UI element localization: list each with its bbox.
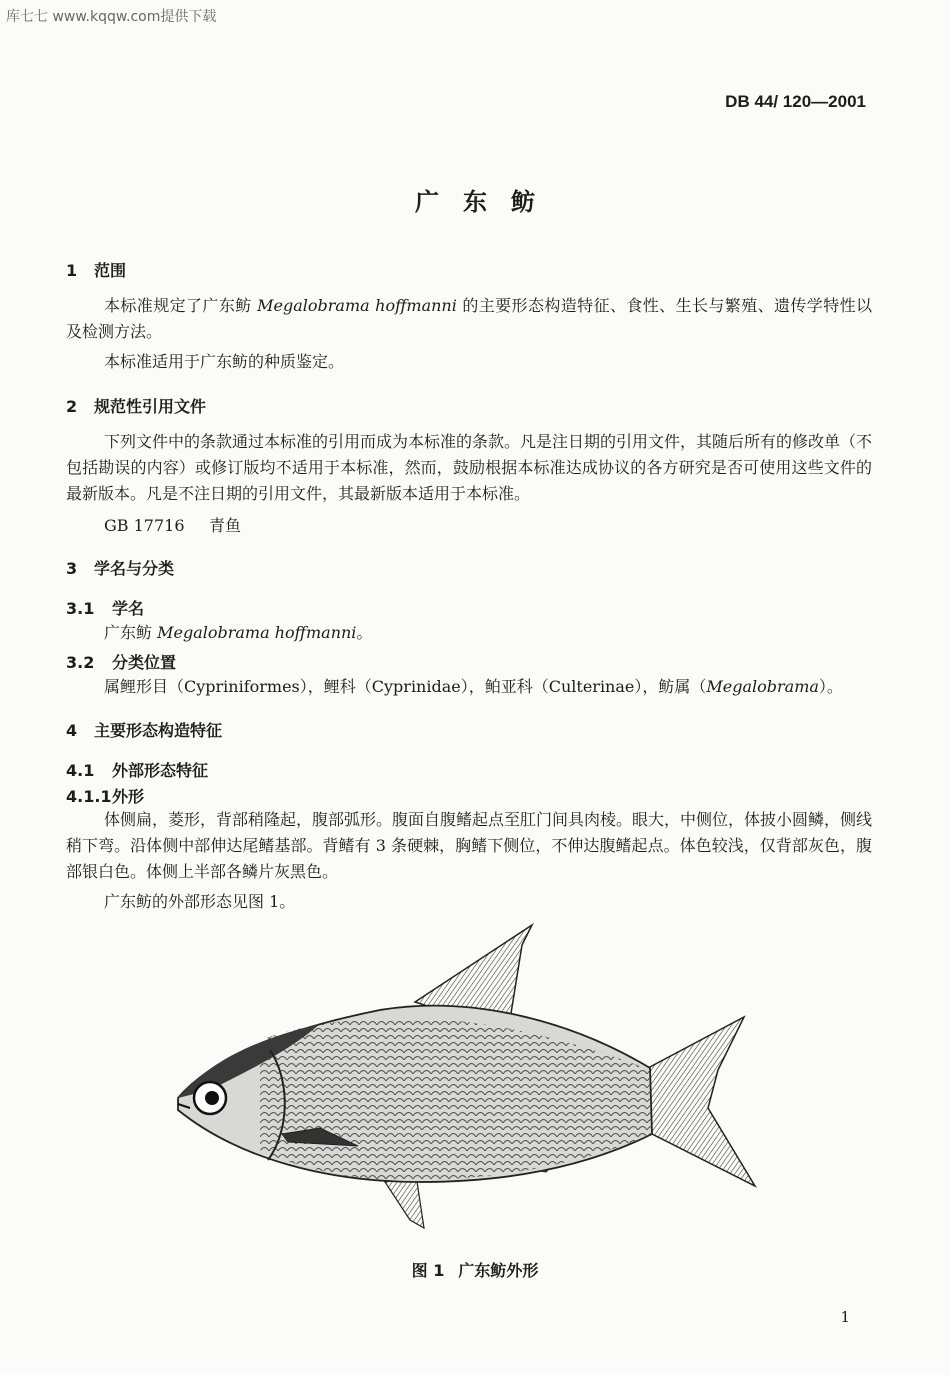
reference-title: 青鱼 bbox=[209, 516, 242, 535]
latin-name: Megalobrama hoffmanni bbox=[157, 623, 357, 642]
figure-caption-text: 广东鲂外形 bbox=[458, 1261, 539, 1280]
watermark: 库七七 www.kqqw.com提供下载 bbox=[6, 9, 217, 25]
section-number: 2 bbox=[66, 397, 78, 416]
section-1-heading bbox=[66, 258, 126, 281]
reference-code: GB 17716 bbox=[104, 516, 185, 535]
latin-name: Megalobrama hoffmanni bbox=[257, 296, 457, 315]
latin-name: Megalobrama bbox=[706, 677, 819, 696]
section-4-heading bbox=[66, 718, 222, 741]
section-title: 外形 bbox=[112, 787, 145, 806]
section-1-paragraph-2: 本标准适用于广东鲂的种质鉴定。 bbox=[104, 352, 345, 371]
caudal-fin bbox=[648, 1017, 755, 1186]
fish-illustration bbox=[170, 920, 770, 1240]
section-2-paragraph-1: 下列文件中的条款通过本标准的引用而成为本标准的条款。凡是注日期的引用文件，其随后所有的修改单（不包括勘误的内容）或修订版均不适用于本标准，然而，鼓励根据本标准达成协议的各方研究是否可使用这些文件的最新版本。凡是不注日期的引用文件，其最新版本适用于本标准。 bbox=[66, 432, 873, 503]
section-number: 4.1.1 bbox=[66, 787, 112, 806]
section-title: 分类位置 bbox=[112, 653, 177, 672]
section-3-1-text: 广东鲂 Megalobrama hoffmanni。 bbox=[104, 623, 373, 642]
section-number: 3.2 bbox=[66, 653, 95, 672]
section-3-1-heading bbox=[66, 596, 144, 619]
section-title: 外部形态特征 bbox=[112, 761, 209, 780]
section-4-1-1-heading bbox=[66, 784, 144, 807]
section-number: 3 bbox=[66, 559, 78, 578]
section-title: 学名 bbox=[112, 599, 145, 618]
document-title: 广东鲂 bbox=[415, 188, 559, 216]
section-1-paragraph-1: 本标准规定了广东鲂 Megalobrama hoffmanni 的主要形态构造特征、食性、生长与繁殖、遗传学特性以及检测方法。 bbox=[66, 296, 873, 341]
section-title: 主要形态构造特征 bbox=[94, 721, 223, 740]
figure-label: 图 1 bbox=[411, 1261, 445, 1280]
section-number: 4.1 bbox=[66, 761, 95, 780]
section-3-2-text: 属鲤形目（Cypriniformes），鲤科（Cyprinidae），鲌亚科（Culterinae），鲂属（Megalobrama）。 bbox=[104, 677, 843, 696]
section-title: 学名与分类 bbox=[94, 559, 175, 578]
section-4-1-1-paragraph-1: 体侧扁，菱形，背部稍隆起，腹部弧形。腹面自腹鳍起点至肛门间具肉棱。眼大，中侧位，体披小圆鳞，侧线稍下弯。沿体侧中部伸达尾鳍基部。背鳍有 3 条硬棘，胸鳍下侧位，不伸达腹鳍起点。体色较浅，仅背部灰色，腹部银白色。体侧上半部各鳞片灰黑色。 bbox=[66, 810, 873, 881]
page-number: 1 bbox=[840, 1308, 850, 1326]
section-4-1-heading bbox=[66, 758, 208, 781]
reference-entry bbox=[104, 513, 241, 536]
pelvic-fin bbox=[385, 1175, 424, 1228]
section-title: 范围 bbox=[94, 261, 127, 280]
section-3-2-heading bbox=[66, 650, 176, 673]
section-number: 4 bbox=[66, 721, 78, 740]
section-4-1-1-paragraph-2: 广东鲂的外部形态见图 1。 bbox=[104, 892, 296, 911]
section-number: 3.1 bbox=[66, 599, 95, 618]
section-3-heading bbox=[66, 556, 174, 579]
figure-caption bbox=[0, 1258, 950, 1281]
section-title: 规范性引用文件 bbox=[94, 397, 207, 416]
section-number: 1 bbox=[66, 261, 78, 280]
section-2-heading bbox=[66, 394, 206, 417]
standard-code: DB 44/ 120—2001 bbox=[725, 92, 866, 111]
